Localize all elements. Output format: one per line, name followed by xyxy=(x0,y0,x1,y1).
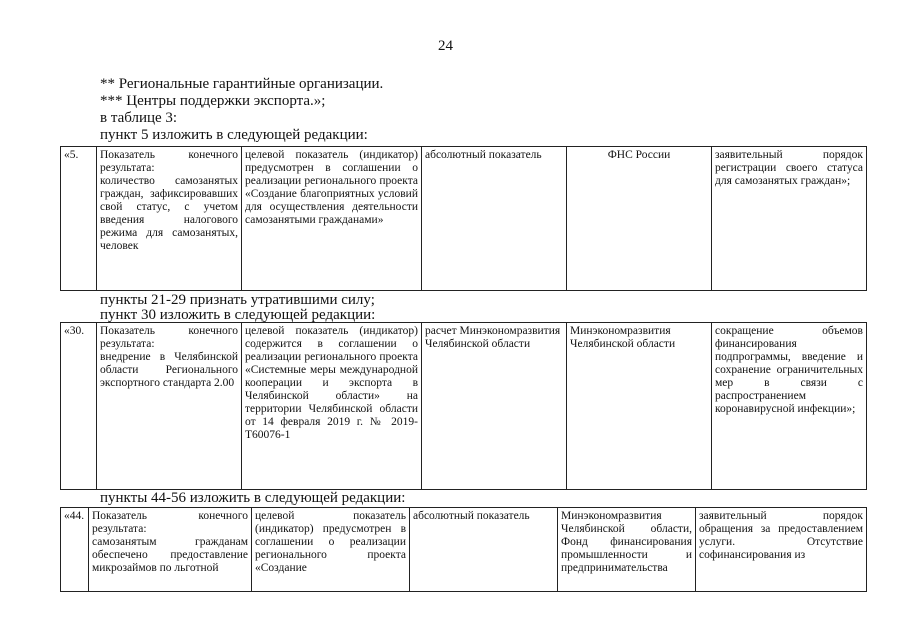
instruction-points-44-56: пункты 44-56 изложить в следующей редакции: xyxy=(100,490,406,506)
table-row xyxy=(61,147,867,291)
row-number: «5. xyxy=(61,147,97,291)
calculation-method: расчет Минэкономразвития Челябинской области xyxy=(422,323,567,490)
table-point-5 xyxy=(60,146,867,291)
row-number: «44. xyxy=(61,508,89,592)
table-row xyxy=(61,323,867,490)
data-source: Минэкономразвития Челябинской области, Фонд финансирования промышленности и предпринимательства xyxy=(558,508,696,592)
page-number: 24 xyxy=(438,38,453,54)
table-point-44 xyxy=(60,507,867,592)
row-number: «30. xyxy=(61,323,97,490)
instruction-table3: в таблице 3: xyxy=(100,110,178,126)
instruction-point30: пункт 30 изложить в следующей редакции: xyxy=(100,307,376,323)
instruction-points-21-29: пункты 21-29 признать утратившими силу; xyxy=(100,292,375,308)
indicator-type: целевой показатель (индикатор) предусмотрен в соглашении о реализации регионального проекта «Создание благоприятных условий для осуществления деятельности самозанятыми гражданами» xyxy=(242,147,422,291)
note: сокращение объемов финансирования подпрограммы, введение и сохранение ограничительных мер в связи с распространением коронавирусной инфекции»; xyxy=(712,323,867,490)
indicator-name: Показатель конечного результата: внедрение в Челябинской области Регионального экспортного стандарта 2.00 xyxy=(97,323,242,490)
indicator-type: целевой показатель (индикатор) предусмотрен в соглашении о реализации регионального проекта «Создание xyxy=(252,508,410,592)
indicator-name: Показатель конечного результата: количество самозанятых граждан, зафиксировавших свой статус, с учетом введения налогового режима для самозанятых, человек xyxy=(97,147,242,291)
calculation-method: абсолютный показатель xyxy=(422,147,567,291)
note: заявительный порядок обращения за предоставлением услуги. Отсутствие софинансирования из xyxy=(696,508,867,592)
indicator-type: целевой показатель (индикатор) содержится в соглашении о реализации регионального проекта «Системные меры международной кооперации и экспорта в Челябинской области» на территории Челябинской области от 14 февраля 2019 г. № 2019-Т60076-1 xyxy=(242,323,422,490)
note: заявительный порядок регистрации своего статуса для самозанятых граждан»; xyxy=(712,147,867,291)
table-point-30 xyxy=(60,322,867,490)
data-source: ФНС России xyxy=(567,147,712,291)
data-source: Минэкономразвития Челябинской области xyxy=(567,323,712,490)
table-row xyxy=(61,508,867,592)
calculation-method: абсолютный показатель xyxy=(410,508,558,592)
instruction-point5: пункт 5 изложить в следующей редакции: xyxy=(100,127,368,143)
indicator-name: Показатель конечного результата: самозанятым гражданам обеспечено предоставление микрозаймов по льготной xyxy=(89,508,252,592)
footnote-export: *** Центры поддержки экспорта.»; xyxy=(100,93,326,109)
footnote-guarantee: ** Региональные гарантийные организации. xyxy=(100,76,384,92)
